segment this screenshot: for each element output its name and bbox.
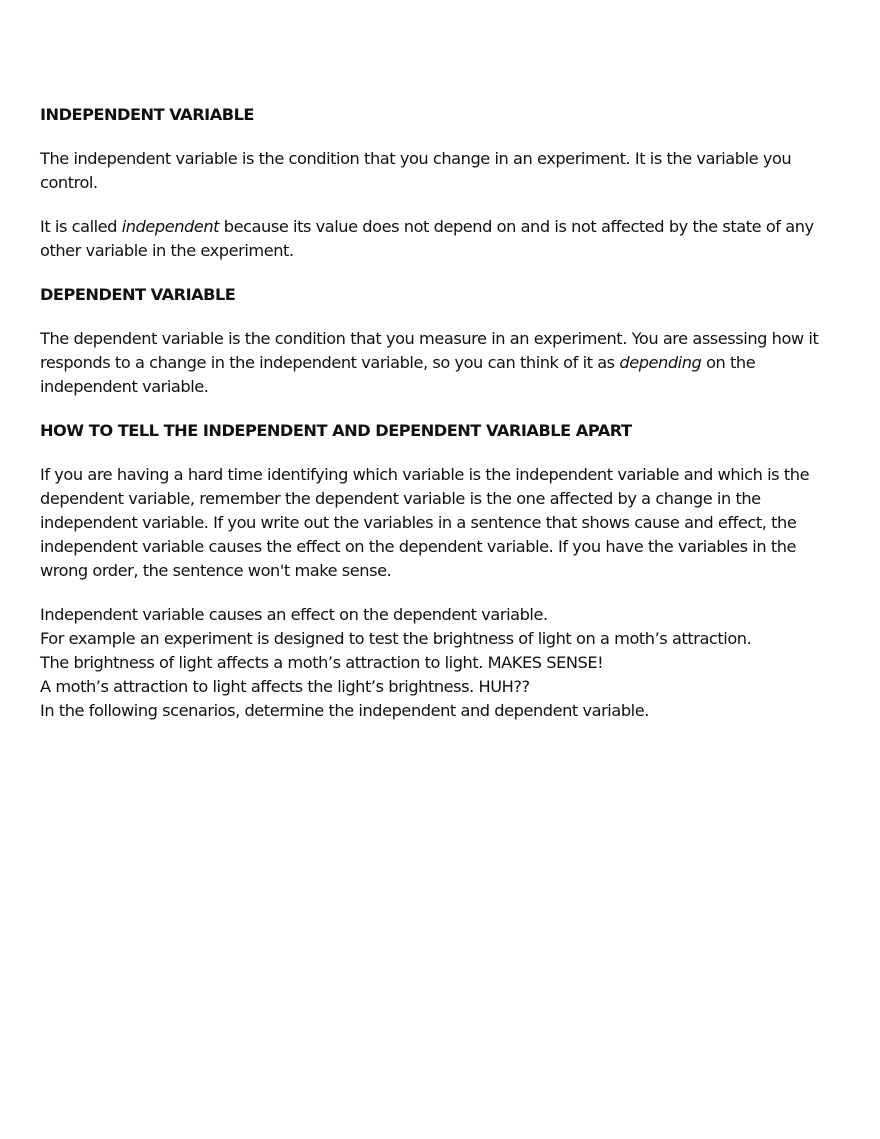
independent-variable-heading: INDEPENDENT VARIABLE xyxy=(40,105,254,124)
dependent-definition-paragraph xyxy=(40,327,840,399)
tell-apart-heading: HOW TO TELL THE INDEPENDENT AND DEPENDENT VARIABLE APART xyxy=(40,421,632,440)
document-page xyxy=(40,103,840,723)
independent-definition-paragraph: The independent variable is the condition that you change in an experiment. It is the variable you control. xyxy=(40,149,792,192)
example-line-makes-sense: The brightness of light affects a moth’s attraction to light. MAKES SENSE! xyxy=(40,653,604,672)
independent-explanation-text-start: It is called xyxy=(40,217,122,236)
example-line-huh: A moth’s attraction to light affects the light’s brightness. HUH?? xyxy=(40,677,530,696)
example-line-moth-experiment: For example an experiment is designed to test the brightness of light on a moth’s attraction. xyxy=(40,629,752,648)
tell-apart-paragraph: If you are having a hard time identifying which variable is the independent variable and which is the dependent variable, remember the dependent variable is the one affected by a change in the independent variable. If you write out the variables in a sentence that shows cause and effect, the independent variable causes the effect on the dependent variable. If you have the variables in the wrong order, the sentence won't make sense. xyxy=(40,465,810,580)
dependent-definition-text-end: on the independent variable. xyxy=(40,353,756,396)
dependent-variable-heading: DEPENDENT VARIABLE xyxy=(40,285,236,304)
example-line-cause-effect: Independent variable causes an effect on the dependent variable. xyxy=(40,605,548,624)
dependent-definition-text-start: The dependent variable is the condition that you measure in an experiment. You are assessing how it responds to a change in the independent variable, so you can think of it as xyxy=(40,329,819,372)
depending-emphasis: depending xyxy=(619,353,702,372)
examples-block xyxy=(40,603,840,723)
independent-explanation-text-end: because its value does not depend on and is not affected by the state of any other variable in the experiment. xyxy=(40,217,814,260)
independent-explanation-paragraph xyxy=(40,215,840,263)
independent-emphasis: independent xyxy=(121,217,220,236)
example-line-instructions: In the following scenarios, determine the independent and dependent variable. xyxy=(40,701,649,720)
